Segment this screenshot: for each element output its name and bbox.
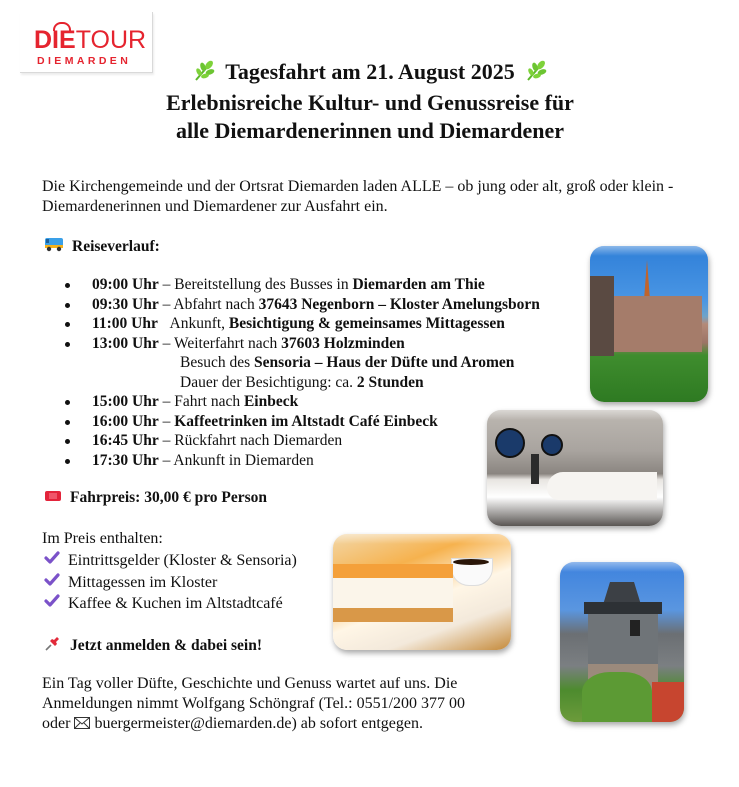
itinerary-list [62, 275, 540, 470]
bus-icon [44, 236, 64, 257]
herb-leaf-icon [525, 60, 547, 89]
checkmark-icon [44, 593, 60, 615]
separator: – [158, 334, 174, 352]
list-item-continuation: Besuch des Sensoria – Haus der Düfte und Aromen [180, 354, 515, 371]
kloster-amelungsborn-photo [590, 246, 708, 402]
checkmark-icon [44, 572, 60, 594]
list-item: 16:45 Uhr – Rückfahrt nach Diemarden [62, 431, 540, 451]
ticket-icon [44, 489, 62, 507]
included-list [44, 550, 297, 615]
registration-paragraph: Ein Tag voller Düfte, Geschichte und Genuss wartet auf uns. Die Anmeldungen nimmt Wolfgang Schöngraf (Tel.: 0551/200 377 00 oder buergermeister@diemarden.de) ab sofort entgegen. [42, 674, 542, 735]
itinerary-heading-label: Reiseverlauf: [72, 237, 160, 255]
list-item: Mittagessen im Kloster [44, 572, 297, 594]
pushpin-icon [44, 634, 62, 657]
herb-leaf-icon [193, 60, 215, 89]
separator: – [158, 393, 175, 410]
price-line [44, 489, 267, 507]
schedule-time: 16:00 Uhr [92, 412, 159, 430]
logo-subtitle: DIEMARDEN [37, 55, 132, 67]
separator: – [158, 432, 175, 449]
separator [158, 315, 170, 332]
list-item: 17:30 Uhr – Ankunft in Diemarden [62, 451, 540, 471]
list-item: Eintrittsgelder (Kloster & Sensoria) [44, 550, 297, 572]
title-date-line: Tagesfahrt am 21. August 2025 [225, 59, 515, 84]
page-title [100, 58, 640, 145]
title-subtitle-line2: alle Diemardenerinnen und Diemardener [175, 118, 565, 143]
included-label: Im Preis enthalten: [42, 530, 163, 547]
separator: – [158, 451, 174, 469]
separator: – [158, 412, 175, 430]
logo-brand-bold: DIE [34, 26, 76, 54]
list-item: Kaffee & Kuchen im Altstadtcafé [44, 593, 297, 615]
signup-call-to-action [44, 634, 262, 657]
logo-brand-light: TOUR [75, 26, 147, 54]
list-item: 11:00 Uhr Ankunft, Besichtigung & gemeinsames Mittagessen [62, 314, 540, 334]
schedule-time: 09:00 Uhr [92, 276, 159, 293]
envelope-icon [74, 715, 90, 735]
schedule-time: 09:30 Uhr [92, 295, 159, 313]
cake-coffee-photo [333, 534, 511, 650]
price-label: Fahrpreis: 30,00 € pro Person [70, 489, 268, 506]
schedule-time: 16:45 Uhr [92, 432, 159, 449]
list-item: 15:00 Uhr – Fahrt nach Einbeck [62, 392, 540, 412]
schedule-time: 13:00 Uhr [92, 334, 159, 352]
list-item-continuation: Dauer der Besichtigung: ca. 2 Stunden [180, 373, 424, 391]
list-item: 09:30 Uhr – Abfahrt nach 37643 Negenborn – Kloster Amelungsborn [62, 295, 540, 315]
cta-label: Jetzt anmelden & dabei sein! [70, 636, 263, 654]
church-tower-photo [560, 562, 684, 722]
title-subtitle-line1: Erlebnisreiche Kultur- und Genussreise für [166, 90, 574, 115]
itinerary-heading [44, 236, 160, 257]
separator: – [158, 295, 174, 313]
schedule-time: 11:00 Uhr [92, 315, 158, 332]
schedule-time: 17:30 Uhr [92, 451, 159, 469]
list-item: 16:00 Uhr – Kaffeetrinken im Altstadt Café Einbeck [62, 412, 540, 432]
list-item: 09:00 Uhr – Bereitstellung des Busses in Diemarden am Thie [62, 275, 540, 295]
checkmark-icon [44, 550, 60, 572]
sensoria-interior-photo [487, 410, 663, 526]
separator: – [158, 276, 175, 293]
schedule-time: 15:00 Uhr [92, 393, 159, 410]
email-link[interactable]: buergermeister@diemarden.de [94, 715, 292, 732]
intro-paragraph: Die Kirchengemeinde und der Ortsrat Diemarden laden ALLE – ob jung oder alt, groß oder klein - Diemardenerinnen und Diemardener zur Ausfahrt ein. [42, 178, 674, 215]
list-item: 13:00 Uhr – Weiterfahrt nach 37603 Holzminden [62, 334, 540, 354]
